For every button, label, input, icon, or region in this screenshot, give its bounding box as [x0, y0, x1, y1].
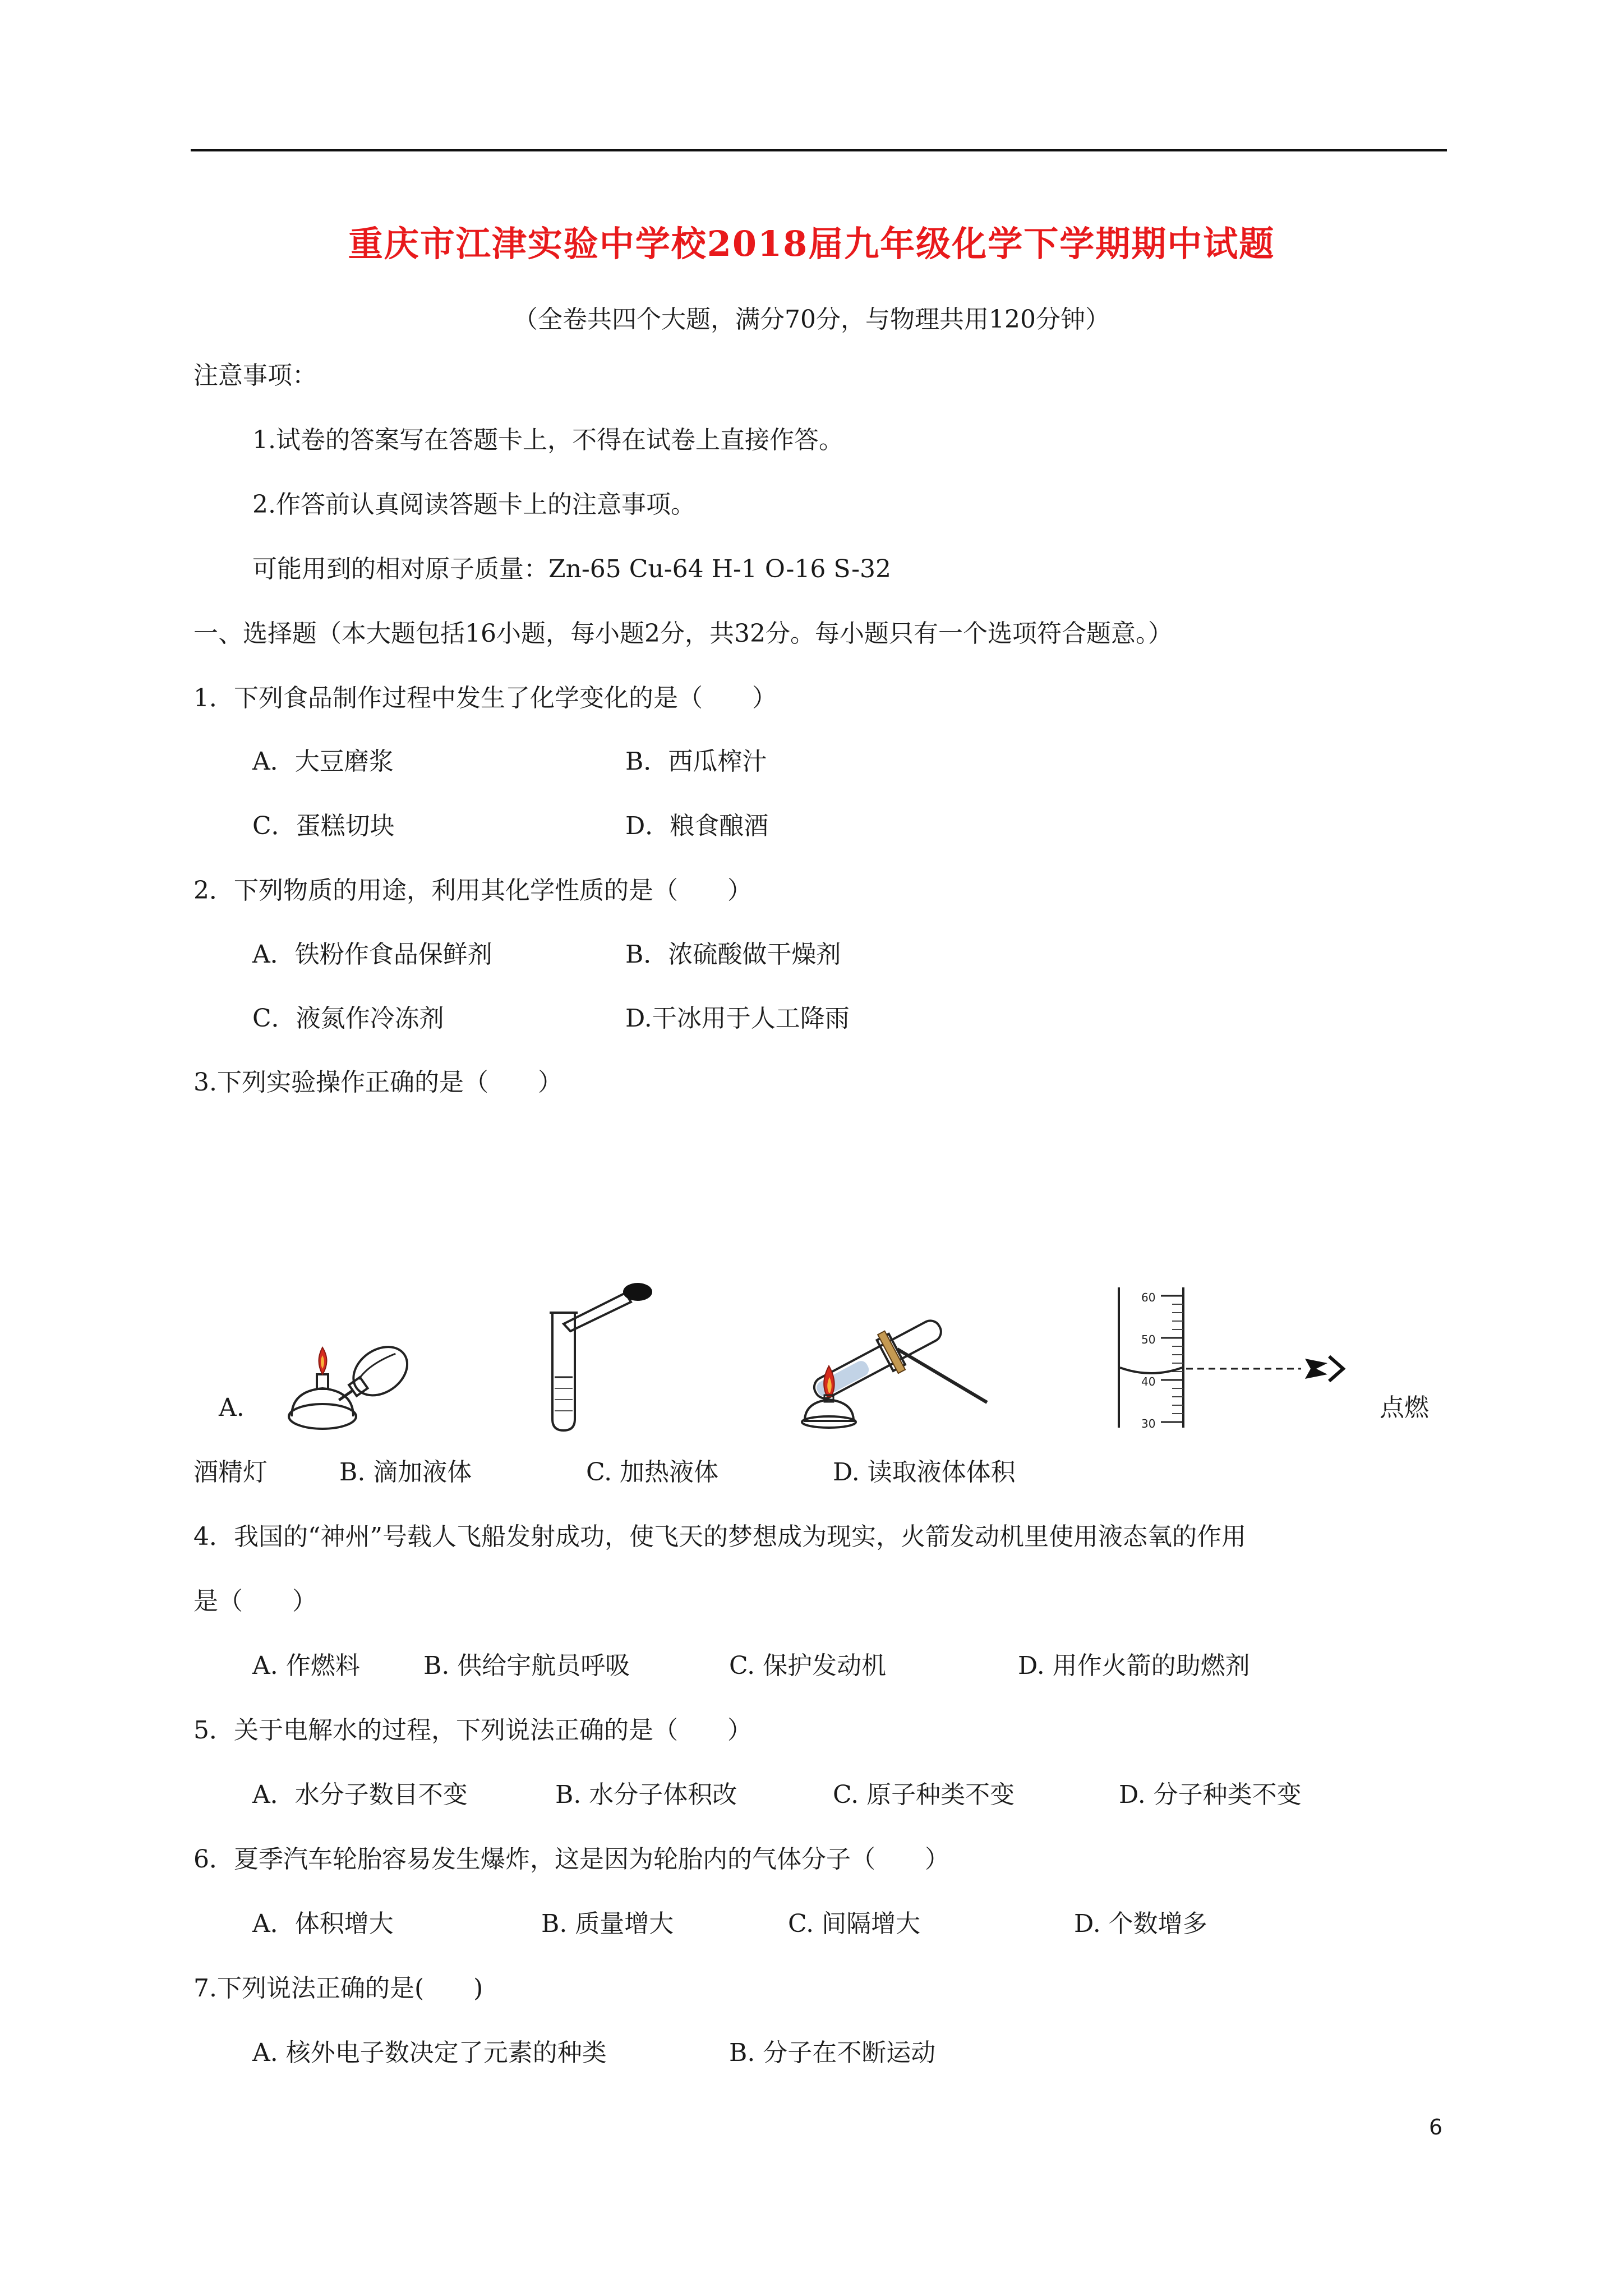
q1-option-a: A．大豆磨浆 [252, 747, 394, 776]
q2-option-a: A．铁粉作食品保鲜剂 [252, 940, 492, 969]
q2-stem: 2．下列物质的用途，利用其化学性质的是（ ） [193, 876, 752, 905]
q2-option-d: D.干冰用于人工降雨 [625, 1004, 850, 1033]
q7-stem: 7.下列说法正确的是( ) [193, 1974, 483, 2003]
q7-option-a: A. 核外电子数决定了元素的种类 [252, 2039, 607, 2067]
q2-option-b: B．浓硫酸做干燥剂 [625, 940, 841, 969]
q4-stem-line1: 4．我国的“神州”号载人飞船发射成功，使飞天的梦想成为现实，火箭发动机里使用液态氧的作用 [193, 1522, 1246, 1551]
page-number: 6 [1429, 2115, 1443, 2139]
q3-fig-a-letter: A. [219, 1393, 245, 1422]
cylinder-tick-40: 40 [1141, 1375, 1156, 1388]
note-item-1: 1.试卷的答案写在答题卡上，不得在试卷上直接作答。 [252, 426, 843, 454]
q1-stem: 1．下列食品制作过程中发生了化学变化的是（ ） [193, 684, 777, 712]
q6-stem: 6．夏季汽车轮胎容易发生爆炸，这是因为轮胎内的气体分子（ ） [193, 1845, 949, 1874]
cylinder-tick-30: 30 [1141, 1417, 1156, 1430]
q5-option-b: B. 水分子体积改 [555, 1780, 737, 1809]
graduated-cylinder-figure [1108, 1285, 1366, 1430]
alcohol-lamp-lighting-figure [269, 1313, 426, 1436]
q4-option-d: D. 用作火箭的助燃剂 [1018, 1651, 1250, 1680]
atomic-masses: 可能用到的相对原子质量：Zn-65 Cu-64 H-1 O-16 S-32 [252, 555, 891, 583]
notes-heading: 注意事项： [193, 361, 317, 390]
cylinder-tick-60: 60 [1141, 1291, 1156, 1304]
note-item-2: 2.作答前认真阅读答题卡上的注意事项。 [252, 490, 695, 519]
q4-option-a: A. 作燃料 [252, 1651, 360, 1680]
dropper-test-tube-figure [541, 1282, 670, 1433]
q5-option-d: D. 分子种类不变 [1119, 1780, 1302, 1809]
section-1-heading: 一、选择题（本大题包括16小题，每小题2分，共32分。每小题只有一个选项符合题意。） [193, 619, 1173, 648]
q6-option-c: C. 间隔增大 [788, 1910, 921, 1938]
q4-option-b: B. 供给宇航员呼吸 [423, 1651, 630, 1680]
exam-subtitle: （全卷共四个大题，满分70分，与物理共用120分钟） [513, 305, 1110, 334]
q7-option-b: B. 分子在不断运动 [729, 2039, 936, 2067]
top-rule [191, 149, 1447, 151]
heating-liquid-figure [785, 1299, 1004, 1433]
q1-option-d: D．粮食酿酒 [625, 812, 769, 840]
q3-caption-c: C. 加热液体 [586, 1458, 719, 1487]
cylinder-tick-50: 50 [1141, 1333, 1156, 1346]
q3-caption-b: B. 滴加液体 [339, 1458, 472, 1487]
q2-option-c: C．液氮作冷冻剂 [252, 1004, 444, 1033]
q4-option-c: C. 保护发动机 [729, 1651, 887, 1680]
q6-option-a: A．体积增大 [252, 1910, 394, 1938]
q6-option-b: B. 质量增大 [541, 1910, 674, 1938]
q6-option-d: D. 个数增多 [1074, 1910, 1207, 1938]
q3-fig-a-caption-tail: 点燃 [1380, 1393, 1429, 1422]
q3-caption-d: D. 读取液体体积 [833, 1458, 1016, 1487]
q5-stem: 5．关于电解水的过程，下列说法正确的是（ ） [193, 1716, 752, 1745]
q5-option-a: A．水分子数目不变 [252, 1780, 468, 1809]
exam-title: 重庆市江津实验中学校2018届九年级化学下学期期中试题 [348, 223, 1275, 264]
q1-option-b: B．西瓜榨汁 [625, 747, 767, 776]
q5-option-c: C. 原子种类不变 [833, 1780, 1015, 1809]
q3-caption-a-head: 酒精灯 [193, 1458, 268, 1487]
q1-option-c: C．蛋糕切块 [252, 812, 395, 840]
q3-stem: 3.下列实验操作正确的是（ ） [193, 1068, 562, 1097]
q4-stem-line2: 是（ ） [193, 1587, 317, 1616]
